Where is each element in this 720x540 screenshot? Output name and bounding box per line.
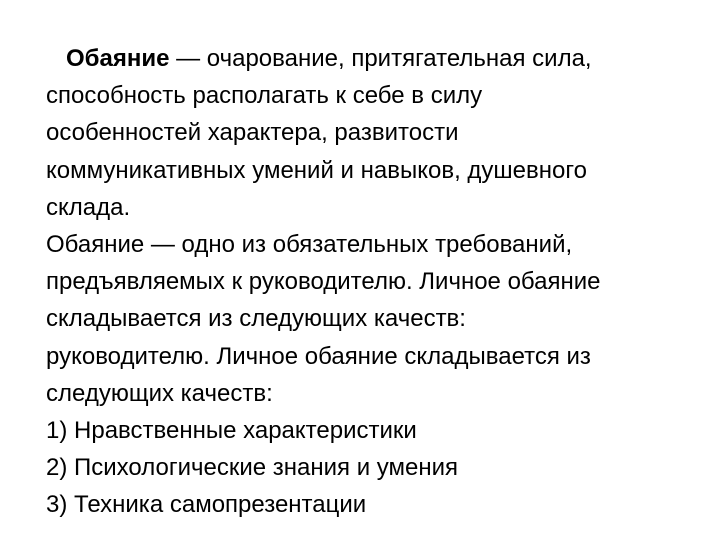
definition-line: коммуникативных умений и навыков, душевного <box>46 156 587 184</box>
paragraph-line: руководителю. Личное обаяние складывается из <box>46 342 591 370</box>
definition-line: склада. <box>46 193 131 221</box>
definition-line: способность располагать к себе в силу <box>46 82 483 110</box>
paragraph-line: предъявляемых к руководителю. Личное обаяние <box>46 268 601 296</box>
paragraph-line: Обаяние — одно из обязательных требований, <box>46 231 573 259</box>
definition-term: Обаяние <box>66 45 170 72</box>
list-item: 2) Психологические знания и умения <box>46 454 459 482</box>
slide-text <box>46 40 696 524</box>
paragraph-line: складывается из следующих качеств: <box>46 305 466 333</box>
list-item: 3) Техника самопрезентации <box>46 491 367 519</box>
definition-text: — очарование, притягательная сила, <box>169 45 592 72</box>
definition-first-line <box>46 40 696 77</box>
paragraph-line: следующих качеств: <box>46 379 273 407</box>
definition-line: особенностей характера, развитости <box>46 119 459 147</box>
list-item: 1) Нравственные характеристики <box>46 417 417 445</box>
